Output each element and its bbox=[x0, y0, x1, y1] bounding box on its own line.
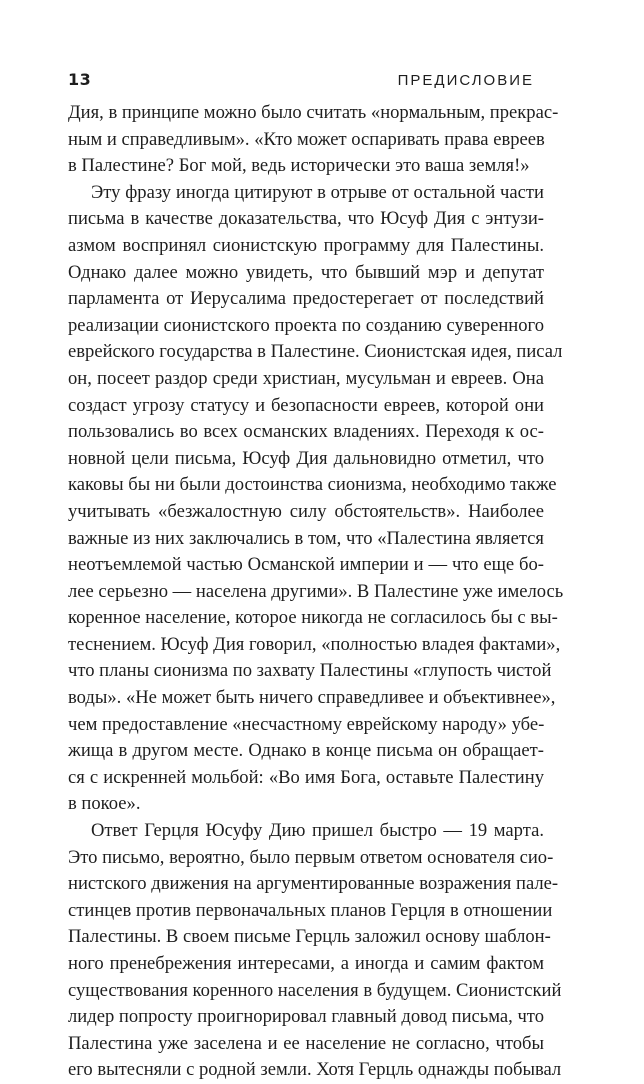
text-line: каковы бы ни были достоинства сионизма, необходимо также bbox=[68, 474, 557, 496]
text-line: Однако далее можно увидеть, что бывший мэр и депутат bbox=[68, 261, 544, 283]
text-line: создаст угрозу статусу и безопасности евреев, которой они bbox=[68, 394, 544, 416]
running-head: ПРЕДИСЛОВИЕ bbox=[397, 72, 534, 89]
paragraph-first-line: Эту фразу иногда цитируют в отрыве от остальной части bbox=[91, 181, 544, 203]
text-line: он, посеет раздор среди христиан, мусульман и евреев. Она bbox=[68, 367, 544, 389]
text-line: неотъемлемой частью Османской империи и — что еще бо- bbox=[68, 554, 544, 576]
text-line: учитывать «безжалостную силу обстоятельств». Наиболее bbox=[68, 500, 544, 522]
text-line: в покое». bbox=[68, 793, 141, 815]
text-line: письма в качестве доказательства, что Юсуф Дия с энтузи- bbox=[68, 208, 544, 230]
text-line: теснением. Юсуф Дия говорил, «полностью владея фактами», bbox=[68, 633, 561, 655]
text-line: чем предоставление «несчастному еврейскому народу» убе- bbox=[68, 713, 545, 735]
text-line: в Палестине? Бог мой, ведь исторически это ваша земля!» bbox=[68, 155, 530, 177]
text-line: его вытесняли с родной земли. Хотя Герцль однажды побывал bbox=[68, 1059, 562, 1081]
page-number: 13 bbox=[68, 70, 92, 89]
text-line: Это письмо, вероятно, было первым ответом основателя сио- bbox=[68, 846, 554, 868]
text-line: ным и справедливым». «Кто может оспаривать права евреев bbox=[68, 128, 545, 150]
body-text bbox=[68, 100, 564, 1084]
text-line: воды». «Не может быть ничего справедливее и объективнее», bbox=[68, 687, 556, 709]
text-line: ся с искренней мольбой: «Во имя Бога, оставьте Палестину bbox=[68, 766, 544, 788]
text-line: Дия, в принципе можно было считать «нормальным, прекрас- bbox=[68, 102, 559, 123]
text-line: пользовались во всех османских владениях. Переходя к ос- bbox=[68, 421, 544, 443]
text-line: жища в другом месте. Однако в конце письма он обращает- bbox=[68, 740, 544, 762]
text-line: нистского движения на аргументированные возражения пале- bbox=[68, 873, 559, 895]
text-line: стинцев против первоначальных планов Герцля в отношении bbox=[68, 899, 553, 921]
text-line: парламента от Иерусалима предостерегает от последствий bbox=[68, 288, 544, 310]
paragraph-first-line: Ответ Герцля Юсуфу Дию пришел быстро — 19 марта. bbox=[91, 820, 544, 842]
text-line: лидер попросту проигнорировал главный довод письма, что bbox=[68, 1006, 544, 1028]
text-line: еврейского государства в Палестине. Сионистская идея, писал bbox=[68, 341, 563, 363]
text-line: ного пренебрежения интересами, а иногда и самим фактом bbox=[68, 953, 544, 974]
text-line: новной цели письма, Юсуф Дия дальновидно отметил, что bbox=[68, 447, 544, 469]
text-line: существования коренного населения в будущем. Сионистский bbox=[68, 979, 562, 1001]
text-line: Палестины. В своем письме Герцль заложил основу шаблон- bbox=[68, 926, 551, 948]
text-line: что планы сионизма по захвату Палестины «глупость чистой bbox=[68, 660, 552, 682]
text-line: азмом воспринял сионистскую программу для Палестины. bbox=[68, 234, 544, 256]
text-line: лее серьезно — населена другими». В Палестине уже имелось bbox=[68, 580, 564, 602]
text-line: важные из них заключались в том, что «Палестина является bbox=[68, 527, 544, 549]
text-line: реализации сионистского проекта по созданию суверенного bbox=[68, 314, 544, 336]
text-line: Палестина уже заселена и ее население не согласно, чтобы bbox=[68, 1032, 544, 1054]
text-line: коренное население, которое никогда не согласилось бы с вы- bbox=[68, 607, 558, 629]
page-header bbox=[68, 70, 534, 94]
